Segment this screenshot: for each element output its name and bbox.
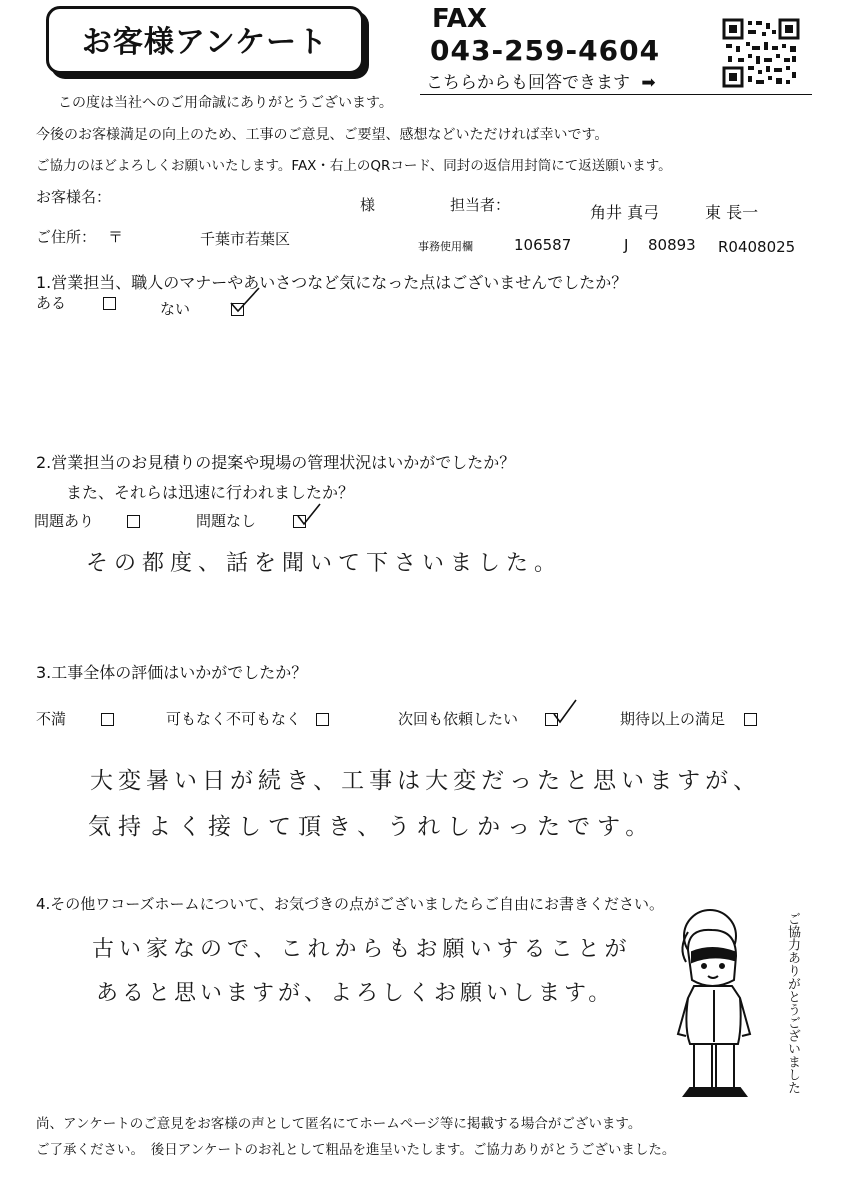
mascot-illustration xyxy=(668,908,778,1108)
fax-note-text: こちらからも回答できます xyxy=(426,73,630,93)
option-label: 次回も依頼したい xyxy=(398,710,519,728)
option-label: 問題なし xyxy=(196,512,257,530)
office-code-3: 80893 xyxy=(648,236,696,254)
option-label: 期待以上の満足 xyxy=(620,710,726,728)
q3-option-jikai[interactable] xyxy=(398,708,558,729)
q2-option-mondai-ari[interactable] xyxy=(34,510,140,531)
address-label: ご住所： xyxy=(36,228,97,246)
check-mark-icon xyxy=(550,698,578,726)
option-label: 問題あり xyxy=(34,512,95,530)
office-use-label: 事務使用欄 xyxy=(418,240,473,253)
checkbox[interactable] xyxy=(127,515,140,528)
q3-option-kitai-ijou[interactable] xyxy=(620,708,757,729)
arrow-right-icon: ➡ xyxy=(641,73,656,93)
fax-note xyxy=(426,68,656,93)
header-divider xyxy=(420,94,812,95)
fax-label: FAX xyxy=(432,4,487,34)
option-label: ある xyxy=(36,294,67,312)
side-thanks-note: ご協力ありがとうございました xyxy=(785,912,800,1094)
question-1: 1.営業担当、職人のマナーやあいさつなど気になった点はございませんでしたか？ xyxy=(36,273,628,292)
footer-line-2: ご了承ください。 後日アンケートのお礼として粗品を進呈いたします。ご協力ありがとうございました。 xyxy=(36,1142,676,1158)
question-4: 4.その他ワコーズホームについて、お気づきの点がございましたらご自由にお書きください。 xyxy=(36,895,664,913)
title-banner xyxy=(46,6,364,74)
checkbox[interactable] xyxy=(744,713,757,726)
q1-option-aru[interactable] xyxy=(36,292,116,313)
q3-option-kamonaku[interactable] xyxy=(166,708,329,729)
check-mark-icon xyxy=(294,502,322,528)
footer-line-1: 尚、アンケートのご意見をお客様の声として匿名にてホームページ等に掲載する場合がございます。 xyxy=(36,1116,642,1132)
q2-option-mondai-nashi[interactable] xyxy=(196,510,306,531)
fax-number: 043-259-4604 xyxy=(430,34,661,67)
page-title: お客様アンケート xyxy=(81,25,329,60)
question-2-sub: また、それらは迅速に行われましたか？ xyxy=(66,483,355,502)
intro-line-2: 今後のお客様満足の向上のため、工事のご意見、ご要望、感想などいただければ幸いです。 xyxy=(36,127,609,143)
q3-handwritten-answer-2: 気持よく接して頂き、うれしかったです。 xyxy=(88,814,656,840)
check-mark-icon xyxy=(228,286,262,314)
postal-mark: 〒 xyxy=(108,228,124,246)
office-code-2: J xyxy=(624,236,629,254)
staff-label: 担当者： xyxy=(450,196,511,214)
intro-line-3: ご協力のほどよろしくお願いいたします。FAX・右上のQRコード、同封の返信用封筒にて返送願います。 xyxy=(36,158,672,174)
checkbox[interactable] xyxy=(101,713,114,726)
q3-option-fuman[interactable] xyxy=(36,708,114,729)
office-code-1: 106587 xyxy=(514,236,572,254)
option-label: ない xyxy=(160,300,191,318)
address-value: 千葉市若葉区 xyxy=(200,230,291,248)
qr-code-icon[interactable] xyxy=(722,18,800,88)
q4-handwritten-answer-1: 古い家なので、これからもお願いすることが xyxy=(92,937,632,962)
office-code-4: R0408025 xyxy=(718,238,796,256)
staff-name-1: 角井 真弓 xyxy=(590,203,660,222)
q2-handwritten-answer: その都度、話を聞いて下さいました。 xyxy=(86,551,563,576)
checkbox[interactable] xyxy=(103,297,116,310)
q4-handwritten-answer-2: あると思いますが、よろしくお願いします。 xyxy=(96,981,615,1006)
question-3: 3.工事全体の評価はいかがでしたか？ xyxy=(36,663,308,682)
customer-name-label: お客様名： xyxy=(36,188,112,206)
option-label: 不満 xyxy=(36,710,67,728)
option-label: 可もなく不可もなく xyxy=(166,710,302,728)
intro-line-1: この度は当社へのご用命誠にありがとうございます。 xyxy=(58,95,393,111)
question-2: 2.営業担当のお見積りの提案や現場の管理状況はいかがでしたか？ xyxy=(36,453,516,472)
honorific: 様 xyxy=(360,196,376,214)
q3-handwritten-answer-1: 大変暑い日が続き、工事は大変だったと思いますが、 xyxy=(90,768,762,794)
staff-name-2: 東 長一 xyxy=(705,203,759,222)
checkbox[interactable] xyxy=(316,713,329,726)
